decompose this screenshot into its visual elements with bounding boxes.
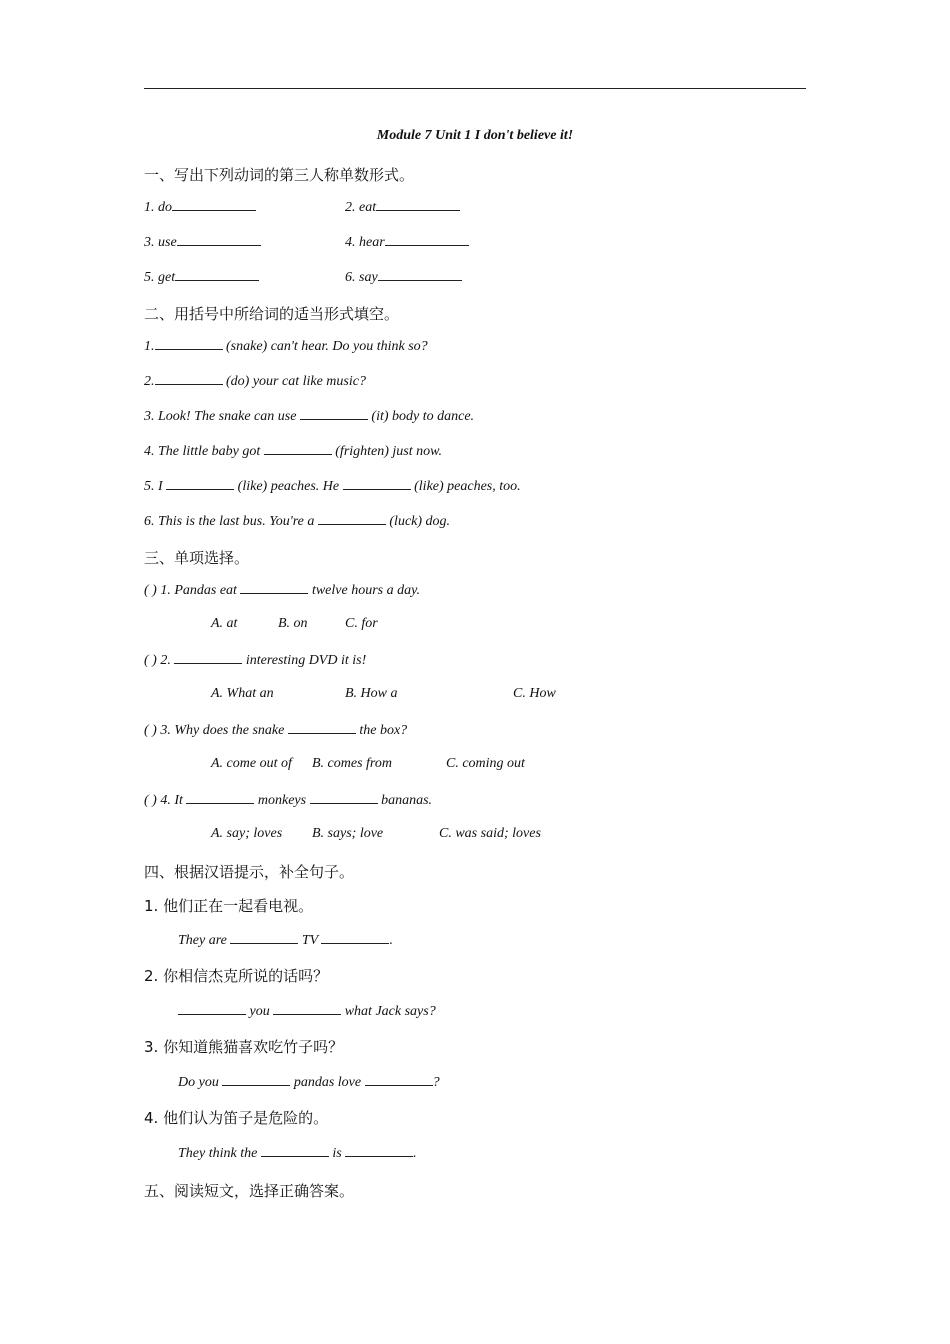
answer-blank[interactable] bbox=[288, 721, 356, 734]
answer-blank[interactable] bbox=[300, 407, 368, 420]
part3-question-2: ( ) 2. interesting DVD it is! bbox=[144, 653, 367, 668]
part3-question-3: ( ) 3. Why does the snake the box? bbox=[144, 723, 408, 738]
section-4-heading: 四、根据汉语提示，补全句子。 bbox=[144, 863, 355, 881]
part2-question-4: 4. The little baby got (frighten) just now. bbox=[144, 444, 442, 459]
part4-sentence-1: They are TV . bbox=[178, 933, 393, 948]
answer-blank[interactable] bbox=[166, 477, 234, 490]
part4-prompt-4: 4. 他们认为笛子是危险的。 bbox=[144, 1109, 329, 1127]
option-b[interactable]: B. How a bbox=[345, 686, 398, 701]
option-c[interactable]: C. was said; loves bbox=[439, 826, 541, 841]
answer-blank[interactable] bbox=[172, 198, 256, 211]
answer-blank[interactable] bbox=[177, 233, 261, 246]
part4-prompt-2: 2. 你相信杰克所说的话吗？ bbox=[144, 967, 329, 985]
answer-blank[interactable] bbox=[175, 268, 259, 281]
answer-blank[interactable] bbox=[385, 233, 469, 246]
part4-sentence-3: Do you pandas love ? bbox=[178, 1075, 440, 1090]
part4-sentence-2: you what Jack says? bbox=[178, 1002, 436, 1020]
answer-blank[interactable] bbox=[240, 581, 308, 594]
part1-item-5: 5. get bbox=[144, 268, 259, 286]
answer-blank[interactable] bbox=[178, 1002, 246, 1015]
answer-blank[interactable] bbox=[155, 337, 223, 350]
answer-blank[interactable] bbox=[345, 1144, 413, 1157]
part4-sentence-4: They think the is . bbox=[178, 1146, 417, 1161]
option-c[interactable]: C. for bbox=[345, 616, 378, 631]
part2-question-2: 2. (do) your cat like music? bbox=[144, 374, 366, 389]
answer-blank[interactable] bbox=[222, 1073, 290, 1086]
part3-question-4: ( ) 4. It monkeys bananas. bbox=[144, 793, 433, 808]
answer-blank[interactable] bbox=[376, 198, 460, 211]
option-a[interactable]: A. say; loves bbox=[211, 826, 283, 841]
option-c[interactable]: C. How bbox=[513, 686, 556, 701]
answer-blank[interactable] bbox=[318, 512, 386, 525]
answer-blank[interactable] bbox=[174, 651, 242, 664]
answer-blank[interactable] bbox=[273, 1002, 341, 1015]
section-2-heading: 二、用括号中所给词的适当形式填空。 bbox=[144, 305, 400, 323]
part2-question-6: 6. This is the last bus. You're a (luck) dog. bbox=[144, 514, 451, 529]
answer-blank[interactable] bbox=[264, 442, 332, 455]
answer-blank[interactable] bbox=[378, 268, 462, 281]
part2-question-1: 1. (snake) can't hear. Do you think so? bbox=[144, 339, 428, 354]
part2-question-5: 5. I (like) peaches. He (like) peaches, too. bbox=[144, 479, 521, 494]
option-b[interactable]: B. on bbox=[278, 616, 308, 631]
answer-blank[interactable] bbox=[261, 1144, 329, 1157]
part4-prompt-3: 3. 你知道熊猫喜欢吃竹子吗？ bbox=[144, 1038, 344, 1056]
answer-blank[interactable] bbox=[321, 931, 389, 944]
section-3-heading: 三、单项选择。 bbox=[144, 549, 250, 567]
answer-blank[interactable] bbox=[155, 372, 223, 385]
part1-item-6: 6. say bbox=[345, 268, 462, 286]
option-a[interactable]: A. What an bbox=[211, 686, 274, 701]
page-title: Module 7 Unit 1 I don't believe it! bbox=[376, 128, 574, 143]
answer-blank[interactable] bbox=[343, 477, 411, 490]
option-c[interactable]: C. coming out bbox=[446, 756, 525, 771]
part1-item-2: 2. eat bbox=[345, 198, 460, 216]
answer-blank[interactable] bbox=[186, 791, 254, 804]
answer-blank[interactable] bbox=[365, 1073, 433, 1086]
part1-item-3: 3. use bbox=[144, 233, 261, 251]
option-a[interactable]: A. at bbox=[211, 616, 238, 631]
part2-question-3: 3. Look! The snake can use (it) body to dance. bbox=[144, 409, 475, 424]
part3-question-1: ( ) 1. Pandas eat twelve hours a day. bbox=[144, 583, 421, 598]
part1-item-1: 1. do bbox=[144, 198, 256, 216]
section-5-heading: 五、阅读短文，选择正确答案。 bbox=[144, 1182, 355, 1200]
answer-blank[interactable] bbox=[310, 791, 378, 804]
option-a[interactable]: A. come out of bbox=[211, 756, 292, 771]
option-b[interactable]: B. comes from bbox=[312, 756, 392, 771]
option-b[interactable]: B. says; love bbox=[312, 826, 384, 841]
header-rule bbox=[144, 88, 806, 89]
section-1-heading: 一、写出下列动词的第三人称单数形式。 bbox=[144, 166, 415, 184]
part1-item-4: 4. hear bbox=[345, 233, 469, 251]
answer-blank[interactable] bbox=[230, 931, 298, 944]
part4-prompt-1: 1. 他们正在一起看电视。 bbox=[144, 897, 314, 915]
